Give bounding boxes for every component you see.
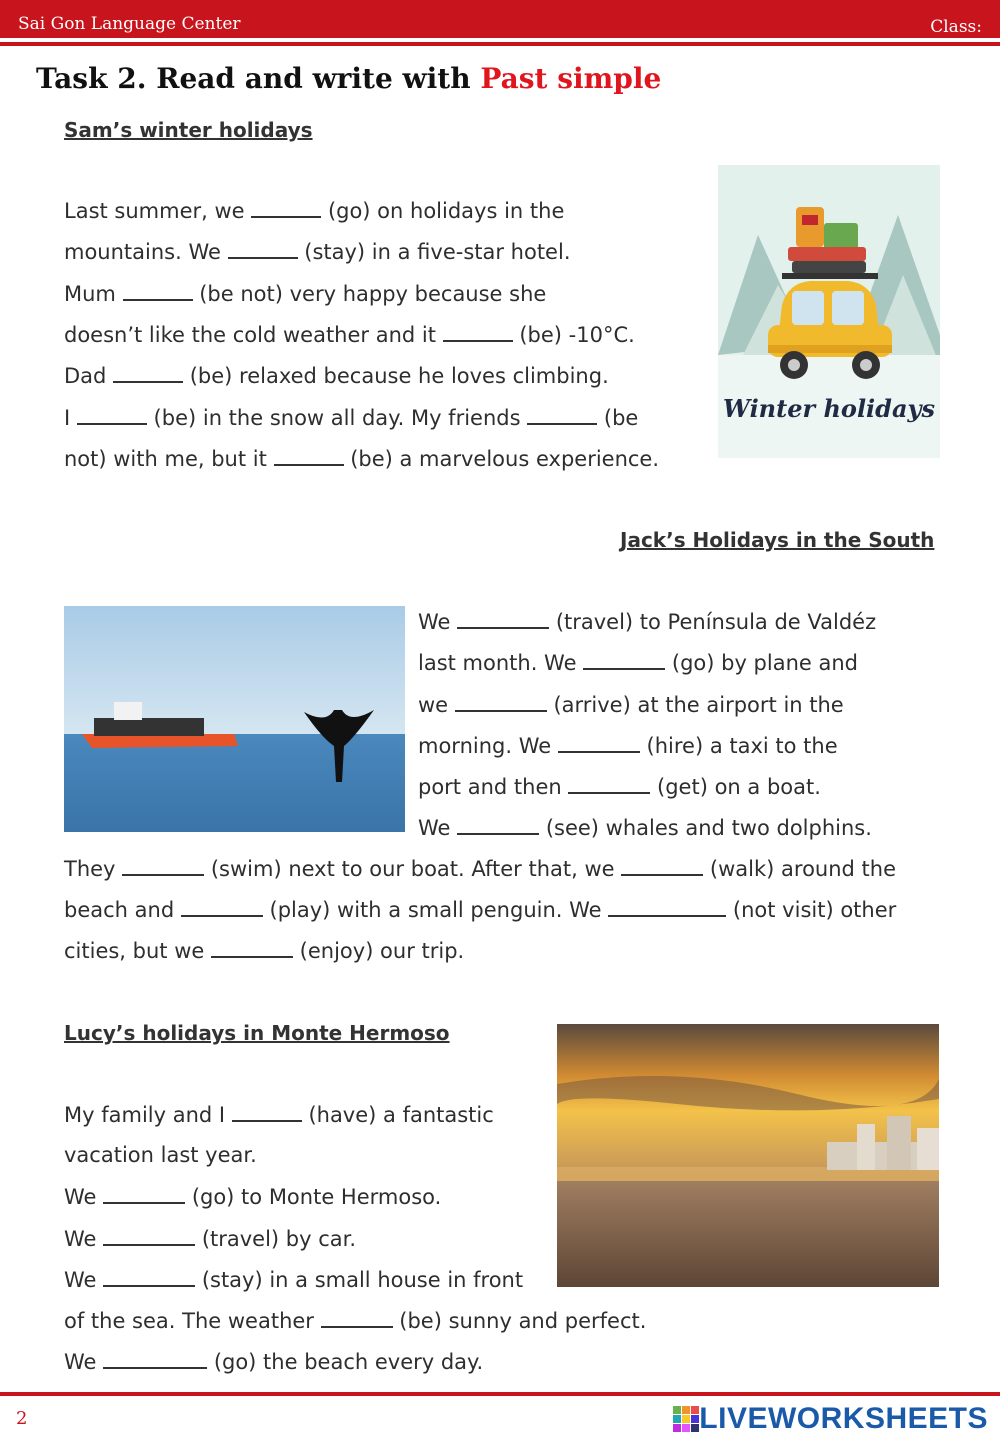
jack-line-2: last month. We (go) by plane and — [418, 651, 858, 675]
sam-line-1: Last summer, we (go) on holidays in the — [64, 199, 565, 223]
lucy-line-7: We (go) the beach every day. — [64, 1350, 484, 1374]
sam-line-3: Mum (be not) very happy because she — [64, 282, 547, 306]
sam-line-6: I (be) in the snow all day. My friends (be — [64, 406, 639, 430]
answer-blank[interactable] — [568, 774, 650, 794]
jack-line-3: we (arrive) at the airport in the — [418, 693, 844, 717]
answer-blank[interactable] — [558, 733, 640, 753]
task-title-accent: Past simple — [480, 62, 662, 95]
answer-blank[interactable] — [232, 1102, 302, 1122]
answer-blank[interactable] — [321, 1308, 393, 1328]
lucy-line-4: We (travel) by car. — [64, 1227, 357, 1251]
jack-line-6: We (see) whales and two dolphins. — [418, 816, 872, 840]
answer-blank[interactable] — [103, 1349, 207, 1369]
sam-line-7: not) with me, but it (be) a marvelous experience. — [64, 447, 660, 471]
header-divider — [0, 42, 1000, 46]
jack-line-7: They (swim) next to our boat. After that, we (walk) around the — [64, 857, 897, 881]
beach-sunset-photo — [557, 1024, 939, 1287]
sam-line-5: Dad (be) relaxed because he loves climbing. — [64, 364, 609, 388]
liveworksheets-text: LIVEWORKSHEETS — [699, 1402, 988, 1435]
jack-line-1: We (travel) to Península de Valdéz — [418, 610, 877, 634]
sam-line-2: mountains. We (stay) in a five-star hotel. — [64, 240, 571, 264]
beach-sunset-image — [557, 1024, 939, 1287]
answer-blank[interactable] — [211, 938, 293, 958]
answer-blank[interactable] — [77, 405, 147, 425]
footer-divider — [0, 1392, 1000, 1396]
winter-caption: Winter holidays — [723, 394, 935, 423]
page-number: 2 — [16, 1408, 28, 1429]
answer-blank[interactable] — [455, 692, 547, 712]
task-title — [36, 62, 661, 95]
answer-blank[interactable] — [621, 856, 703, 876]
task-title-text: Task 2. Read and write with — [36, 62, 471, 95]
answer-blank[interactable] — [457, 609, 549, 629]
center-name: Sai Gon Language Center — [18, 14, 241, 34]
answer-blank[interactable] — [274, 446, 344, 466]
answer-blank[interactable] — [251, 198, 321, 218]
lucy-line-1: My family and I (have) a fantastic — [64, 1103, 494, 1127]
answer-blank[interactable] — [103, 1267, 195, 1287]
answer-blank[interactable] — [527, 405, 597, 425]
answer-blank[interactable] — [103, 1226, 195, 1246]
jack-line-8: beach and (play) with a small penguin. We (not visit) other — [64, 898, 897, 922]
liveworksheets-icon — [673, 1406, 699, 1432]
lucy-heading: Lucy’s holidays in Monte Hermoso — [64, 1021, 450, 1045]
jack-heading: Jack’s Holidays in the South — [620, 528, 935, 552]
sam-heading: Sam’s winter holidays — [64, 118, 313, 142]
answer-blank[interactable] — [122, 856, 204, 876]
class-label: Class: — [930, 17, 982, 37]
answer-blank[interactable] — [608, 897, 726, 917]
lucy-line-5: We (stay) in a small house in front — [64, 1268, 524, 1292]
answer-blank[interactable] — [123, 281, 193, 301]
whale-tail-photo — [64, 606, 405, 832]
lucy-line-2: vacation last year. — [64, 1143, 257, 1167]
answer-blank[interactable] — [583, 650, 665, 670]
winter-car-illustration — [718, 165, 940, 458]
answer-blank[interactable] — [443, 322, 513, 342]
jack-line-4: morning. We (hire) a taxi to the — [418, 734, 838, 758]
header-bar — [0, 0, 1000, 38]
answer-blank[interactable] — [457, 815, 539, 835]
lucy-line-6: of the sea. The weather (be) sunny and perfect. — [64, 1309, 647, 1333]
lucy-line-3: We (go) to Monte Hermoso. — [64, 1185, 442, 1209]
whale-image — [64, 606, 405, 832]
liveworksheets-logo[interactable] — [673, 1402, 988, 1436]
jack-line-5: port and then (get) on a boat. — [418, 775, 821, 799]
jack-line-9: cities, but we (enjoy) our trip. — [64, 939, 465, 963]
answer-blank[interactable] — [228, 239, 298, 259]
winter-holidays-image — [718, 165, 940, 458]
answer-blank[interactable] — [181, 897, 263, 917]
sam-line-4: doesn’t like the cold weather and it (be) -10°C. — [64, 323, 635, 347]
answer-blank[interactable] — [103, 1184, 185, 1204]
answer-blank[interactable] — [113, 363, 183, 383]
